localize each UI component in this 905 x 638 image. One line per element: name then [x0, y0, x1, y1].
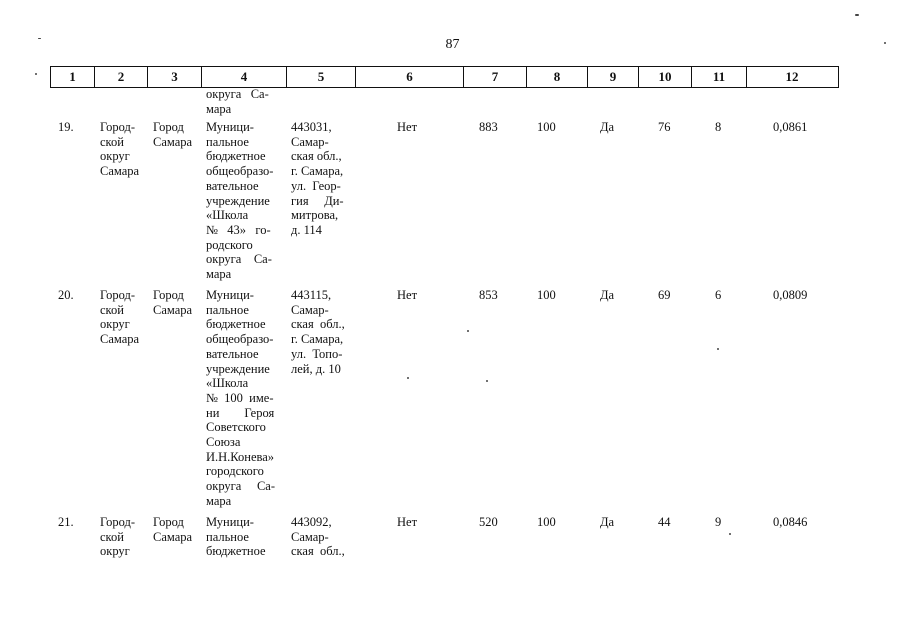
- scan-speck: [717, 348, 719, 350]
- col9-cell: Да: [600, 288, 615, 302]
- header-cell-12: 12: [785, 69, 799, 84]
- district-cell: Город- ской округ Самара: [100, 288, 140, 347]
- scan-speck: [486, 380, 488, 382]
- col12-cell: 0,0846: [773, 515, 808, 529]
- address-cell: 443115, Самар- ская обл., г. Самара, ул. Топо- лей, д. 10: [291, 288, 345, 376]
- col9-cell: Да: [600, 515, 615, 529]
- header-cell-8: 8: [527, 67, 588, 87]
- col10-cell: 76: [658, 120, 671, 134]
- col7-cell: 883: [479, 120, 498, 134]
- col8-cell: 100: [537, 515, 556, 529]
- address-cell: 443092, Самар- ская обл.,: [291, 515, 345, 559]
- col10-cell: 69: [658, 288, 671, 302]
- table-header-row: [50, 66, 839, 88]
- col6-cell: Нет: [397, 288, 418, 302]
- col10-cell: 44: [658, 515, 671, 529]
- header-cell-3: 3: [148, 67, 202, 87]
- row-number: 19.: [58, 120, 74, 134]
- scan-speck: [467, 330, 469, 332]
- scan-speck: [729, 533, 731, 535]
- col11-cell: 6: [715, 288, 722, 302]
- address-cell: 443031, Самар- ская обл., г. Самара, ул. Геор- гия Ди- митрова, д. 114: [291, 120, 344, 237]
- row-number: 21.: [58, 515, 74, 529]
- district-cell: Город- ской округ Самара: [100, 120, 140, 179]
- organization-cell: Муници- пальное бюджетное: [206, 515, 266, 559]
- district-cell: Город- ской округ: [100, 515, 136, 559]
- header-cell-1: 1: [51, 67, 95, 87]
- col7-cell: 853: [479, 288, 498, 302]
- scan-speck: [884, 42, 886, 44]
- scan-speck: [35, 73, 37, 75]
- col9-cell: Да: [600, 120, 615, 134]
- col11-cell: 9: [715, 515, 722, 529]
- header-cell-2: 2: [95, 67, 148, 87]
- header-cell-6: 6: [356, 67, 464, 87]
- col8-cell: 100: [537, 120, 556, 134]
- header-cell-9: 9: [588, 67, 639, 87]
- scan-speck: [855, 14, 859, 16]
- city-cell: Город Самара: [153, 120, 193, 149]
- continuation-org-text: округа Са- мара: [206, 87, 269, 116]
- col7-cell: 520: [479, 515, 498, 529]
- header-cell-5: 5: [287, 67, 356, 87]
- col6-cell: Нет: [397, 120, 418, 134]
- organization-cell: Муници- пальное бюджетное общеобразо- вательное учреждение «Школа № 100 име- ни Героя Советского Союза И.Н.Конева» городского округа Са- мара: [206, 288, 276, 508]
- col12-cell: 0,0809: [773, 288, 808, 302]
- organization-cell: Муници- пальное бюджетное общеобразо- вательное учреждение «Школа № 43» го- родского округа Са- мара: [206, 120, 274, 282]
- city-cell: Город Самара: [153, 515, 193, 544]
- col11-cell: 8: [715, 120, 722, 134]
- page-number: 87: [445, 37, 460, 52]
- scan-speck: [407, 377, 409, 379]
- header-cell-10: 10: [639, 67, 692, 87]
- header-cell-11: 11: [692, 67, 747, 87]
- header-cell-4: 4: [202, 67, 287, 87]
- city-cell: Город Самара: [153, 288, 193, 317]
- row-number: 20.: [58, 288, 74, 302]
- header-cell-7: 7: [464, 67, 527, 87]
- col8-cell: 100: [537, 288, 556, 302]
- col12-cell: 0,0861: [773, 120, 808, 134]
- col6-cell: Нет: [397, 515, 418, 529]
- scan-speck: [38, 38, 41, 39]
